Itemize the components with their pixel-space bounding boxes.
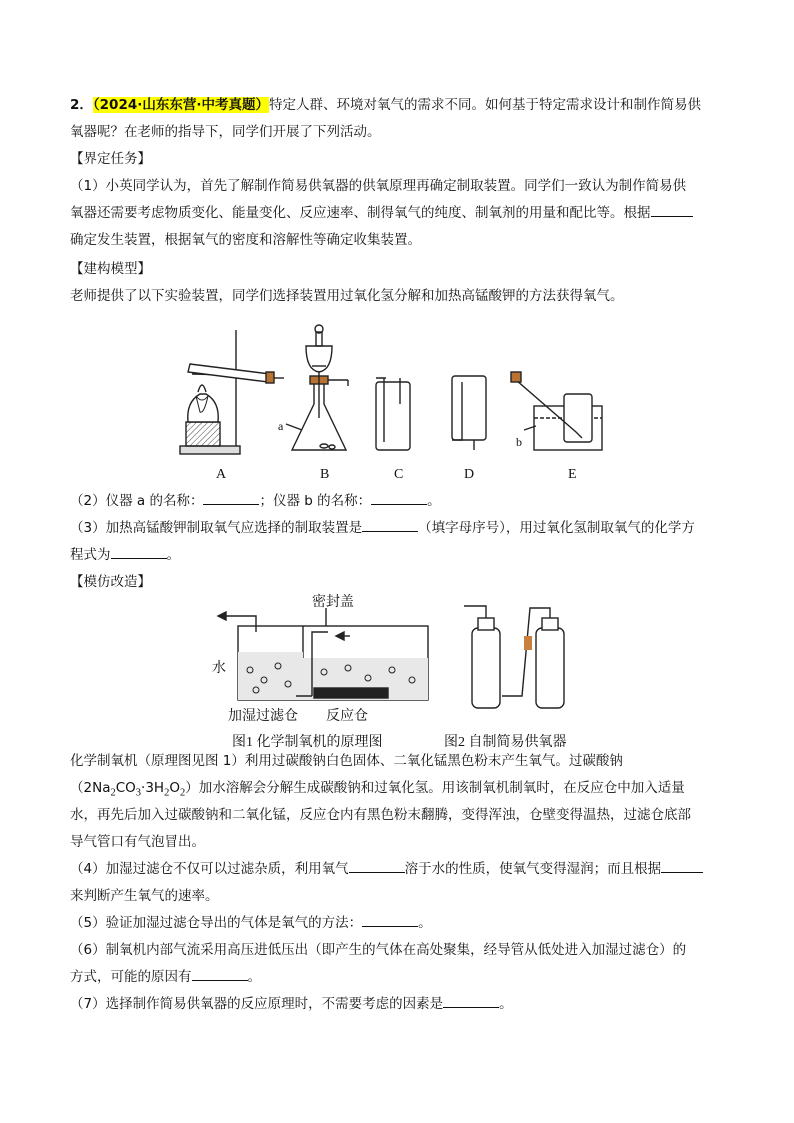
q6-text-a: 方式，可能的原因有	[70, 969, 192, 985]
intro-line-1	[70, 92, 701, 119]
material-line-4: 导气管口有气泡冒出。	[70, 834, 205, 850]
q3-line-2	[70, 542, 180, 569]
bottle-left	[472, 628, 500, 708]
test-tube	[188, 364, 270, 382]
q3-text-b: （填字母序号），用过氧化氢制取氧气的化学方	[418, 520, 695, 536]
q2-text-a: （2）仪器 a 的名称：	[70, 493, 204, 509]
oxygen-generator-figure	[208, 592, 608, 752]
q7-line	[70, 991, 513, 1018]
q6-text-b: 。	[247, 969, 261, 985]
q4-text-a: （4）加湿过滤仓不仅可以过滤杂质，利用氧气	[70, 861, 349, 877]
q2-text-b: ；仪器 b 的名称：	[259, 493, 372, 509]
gas-bottle-d	[452, 376, 486, 440]
label-seal-cap: 密封盖	[312, 595, 354, 610]
label-filter-chamber: 加湿过滤仓	[228, 709, 298, 724]
material-line-1: 化学制氧机（原理图见图 1）利用过碳酸钠白色固体、二氧化锰黑色粉末产生氧气。过碳酸钠	[70, 753, 623, 769]
separatory-funnel	[306, 346, 332, 372]
q4-line-2: 来判断产生氧气的速率。	[70, 888, 219, 904]
formula-c: ·3H	[141, 780, 165, 796]
stand-base	[180, 446, 240, 454]
q3-text-d: 。	[166, 547, 180, 563]
q1-text: 氧器还需要考虑物质变化、能量变化、反应速率、制得氧气的纯度、制氧剂的用量和配比等。根据	[70, 205, 651, 221]
answer-blank[interactable]	[349, 858, 405, 873]
answer-blank[interactable]	[362, 912, 418, 927]
section-heading-imitate: 【模仿改造】	[70, 574, 151, 590]
answer-blank[interactable]	[192, 966, 248, 981]
source-tag: （2024·山东东营·中考真题）	[92, 97, 269, 113]
intro-line-2: 氧器呢？在老师的指导下，同学们开展了下列活动。	[70, 124, 381, 140]
q1-line-2	[70, 200, 693, 227]
q2-line	[70, 488, 441, 515]
q3-line-1	[70, 515, 695, 542]
subscript: 2	[164, 787, 170, 799]
label-a-apparatus: A	[216, 467, 227, 482]
subscript: 2	[179, 787, 186, 799]
answer-blank[interactable]	[651, 202, 693, 217]
material-line-3: 水，再先后加入过碳酸钠和二氧化锰，反应仓内有黑色粉末翻腾，变得浑浊，仓壁变得温热，过滤仓底部	[70, 807, 691, 823]
gas-bottle-c	[376, 382, 410, 450]
formula-d: O	[169, 780, 180, 796]
label-c-apparatus: C	[394, 467, 404, 482]
subscript: 2	[110, 787, 116, 799]
answer-blank[interactable]	[111, 544, 167, 559]
formula-b: CO	[115, 780, 136, 796]
q6-line-2	[70, 964, 261, 991]
q6-line-1: （6）制氧机内部气流采用高压进低压出（即产生的气体在高处聚集，经导管从低处进入加湿过滤仓）的	[70, 942, 687, 958]
q5-line	[70, 910, 432, 937]
q1-line-1: （1）小英同学认为，首先了解制作简易供氧器的供氧原理再确定制取装置。同学们一致认为制作简易供	[70, 178, 687, 194]
q7-text-a: （7）选择制作简易供氧器的反应原理时，不需要考虑的因素是	[70, 996, 444, 1012]
q5-text-b: 。	[418, 915, 432, 931]
question-number: 2．	[70, 97, 93, 113]
q1-line-3: 确定发生装置，根据氧气的密度和溶解性等确定收集装置。	[70, 232, 421, 248]
label-b-apparatus: B	[320, 467, 330, 482]
model-text: 老师提供了以下实验装置，同学们选择装置用过氧化氢分解和加热高锰酸钾的方法获得氧气。	[70, 288, 624, 304]
block	[186, 422, 220, 446]
label-d-apparatus: D	[464, 467, 475, 482]
label-e-apparatus: E	[568, 467, 577, 482]
caption-figure-1: 图1 化学制氧机的原理图	[232, 735, 383, 750]
q3-text-a: （3）加热高锰酸钾制取氧气应选择的制取装置是	[70, 520, 363, 536]
formula-a: （2Na	[70, 780, 111, 796]
label-water: 水	[212, 661, 226, 676]
bottle-right	[536, 628, 564, 708]
answer-blank[interactable]	[371, 490, 427, 505]
q3-text-c: 程式为	[70, 547, 111, 563]
black-powder	[314, 688, 388, 698]
apparatus-figure	[172, 322, 612, 484]
subscript: 3	[135, 787, 142, 799]
section-heading-model: 【建构模型】	[70, 261, 151, 277]
intro-text: 特定人群、环境对氧气的需求不同。如何基于特定需求设计和制作简易供	[269, 97, 701, 113]
answer-blank[interactable]	[661, 858, 703, 873]
q2-text-c: 。	[427, 493, 441, 509]
q7-text-b: 。	[499, 996, 513, 1012]
label-reaction-chamber: 反应仓	[326, 709, 368, 724]
caption-figure-2: 图2 自制简易供氧器	[444, 735, 567, 750]
q5-text-a: （5）验证加湿过滤仓导出的气体是氧气的方法：	[70, 915, 363, 931]
q4-text-b: 溶于水的性质，使氧气变得湿润；而且根据	[404, 861, 662, 877]
label-instrument-b: b	[516, 435, 522, 449]
alcohol-lamp	[188, 394, 219, 422]
label-instrument-a: a	[278, 419, 284, 433]
answer-blank[interactable]	[203, 490, 259, 505]
answer-blank[interactable]	[443, 993, 499, 1008]
material-text: ）加水溶解会分解生成碳酸钠和过氧化氢。用该制氧机制氧时，在反应仓中加入适量	[185, 780, 685, 796]
section-heading-task: 【界定任务】	[70, 151, 151, 167]
answer-blank[interactable]	[362, 517, 418, 532]
q4-line-1	[70, 856, 703, 883]
